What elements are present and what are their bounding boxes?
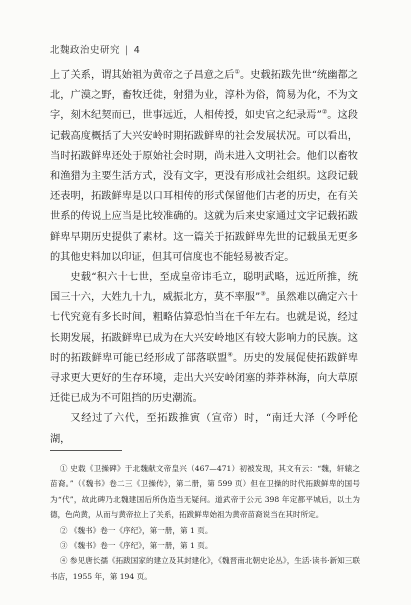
footnote-ref-1[interactable]: ①: [234, 68, 240, 76]
paragraph-2: [50, 268, 358, 409]
footnote-ref-4[interactable]: ④: [227, 351, 234, 359]
paragraph-3: 又经过了六代，至拓跋推寅（宣帝）时，“南迁大泽（今呼伦湖，: [50, 413, 358, 445]
paragraph-2-part-c: 。历史的发展促使拓跋鲜卑寻求更大更好的生存环境，走出大兴安岭闭塞的莽莽林海，向大草原迁徙已成为不可阻挡的历史潮流。: [50, 352, 359, 405]
footnote-3: ③ 《魏书》卷一《序纪》，第一册，第 1 页。: [59, 541, 213, 551]
running-header: [50, 42, 140, 56]
header-separator: |: [125, 45, 129, 56]
footnote-ref-2[interactable]: ②: [321, 109, 328, 117]
footnote-1: ① 史载《卫操碑》于北魏献文帝皇兴（467—471）初被发现，其文有云：“魏，轩辕之苗裔。”（《魏书》卷二三《卫操传》，第二册，第 599 页）但在卫操的时代拓跋鲜卑的国号为“代”，故此碑乃北魏建国后所伪造当无疑问。道武帝于公元 398 年定都平城后，以土为德，色尚黄，从而与黄帝拉上了关系，拓跋鲜卑始祖为黄帝苗裔说当在其时所定。: [50, 464, 360, 520]
footnotes: [50, 461, 360, 584]
main-text: [50, 66, 358, 450]
paragraph-1: [50, 66, 358, 268]
paragraph-1-part-c: 。这段记载高度概括了大兴安岭时期拓跋鲜卑的社会发展状况。可以看出，当时拓跋鲜卑还处于原始社会时期，尚未进入文明社会。他们以畜牧和渔猎为主要生活方式，没有文字，更没有形成社会组织。这段记载还表明，拓跋鲜卑是以口耳相传的形式保留他们古老的历史，在有关世系的传说上应当是比较准确的。这就为后来史家通过文字记载拓跋鲜卑早期历史提供了素材。这一篇关于拓跋鲜卑先世的记载虽无更多的其他史料加以印证，但其可信度也不能轻易被否定。: [50, 110, 358, 263]
footnote-4: ④ 参见唐长孺《拓跋国家的建立及其封建化》，《魏晋南北朝史论丛》，生活·读书·新知三联书店，1955 年，第 194 页。: [50, 556, 360, 581]
footnote-2: ② 《魏书》卷一《序纪》，第一册，第 1 页。: [59, 525, 213, 535]
book-title: 北魏政治史研究: [50, 45, 121, 56]
paragraph-1-part-a: 上了关系，谓其始祖为黄帝之子昌意之后: [50, 70, 235, 81]
page-number: 4: [133, 45, 141, 56]
footnote-divider: [50, 450, 122, 451]
footnote-ref-3[interactable]: ③: [260, 290, 266, 298]
paragraph-2-part-a: 史载“积六十七世，至成皇帝讳毛立，聪明武略，远近所推，统国三十六，大姓九十九，威振北方，莫不率服”: [50, 272, 358, 304]
paragraph-2-part-b: 。虽然难以确定六十七代究竟有多长时间，粗略估算恐怕当在千年左右。也就是说，经过长期发展，拓跋鲜卑已成为在大兴安岭地区有较大影响力的民族。这时的拓跋鲜卑可能已经形成了部落联盟: [50, 292, 358, 364]
paragraph-1-part-b: 。史载拓跋先世“统幽都之北，广漠之野，畜牧迁徙，射猎为业，淳朴为俗，简易为化，不为文字，刻木纪契而已，世事远近，人相传授，如史官之纪录焉”: [50, 70, 358, 122]
